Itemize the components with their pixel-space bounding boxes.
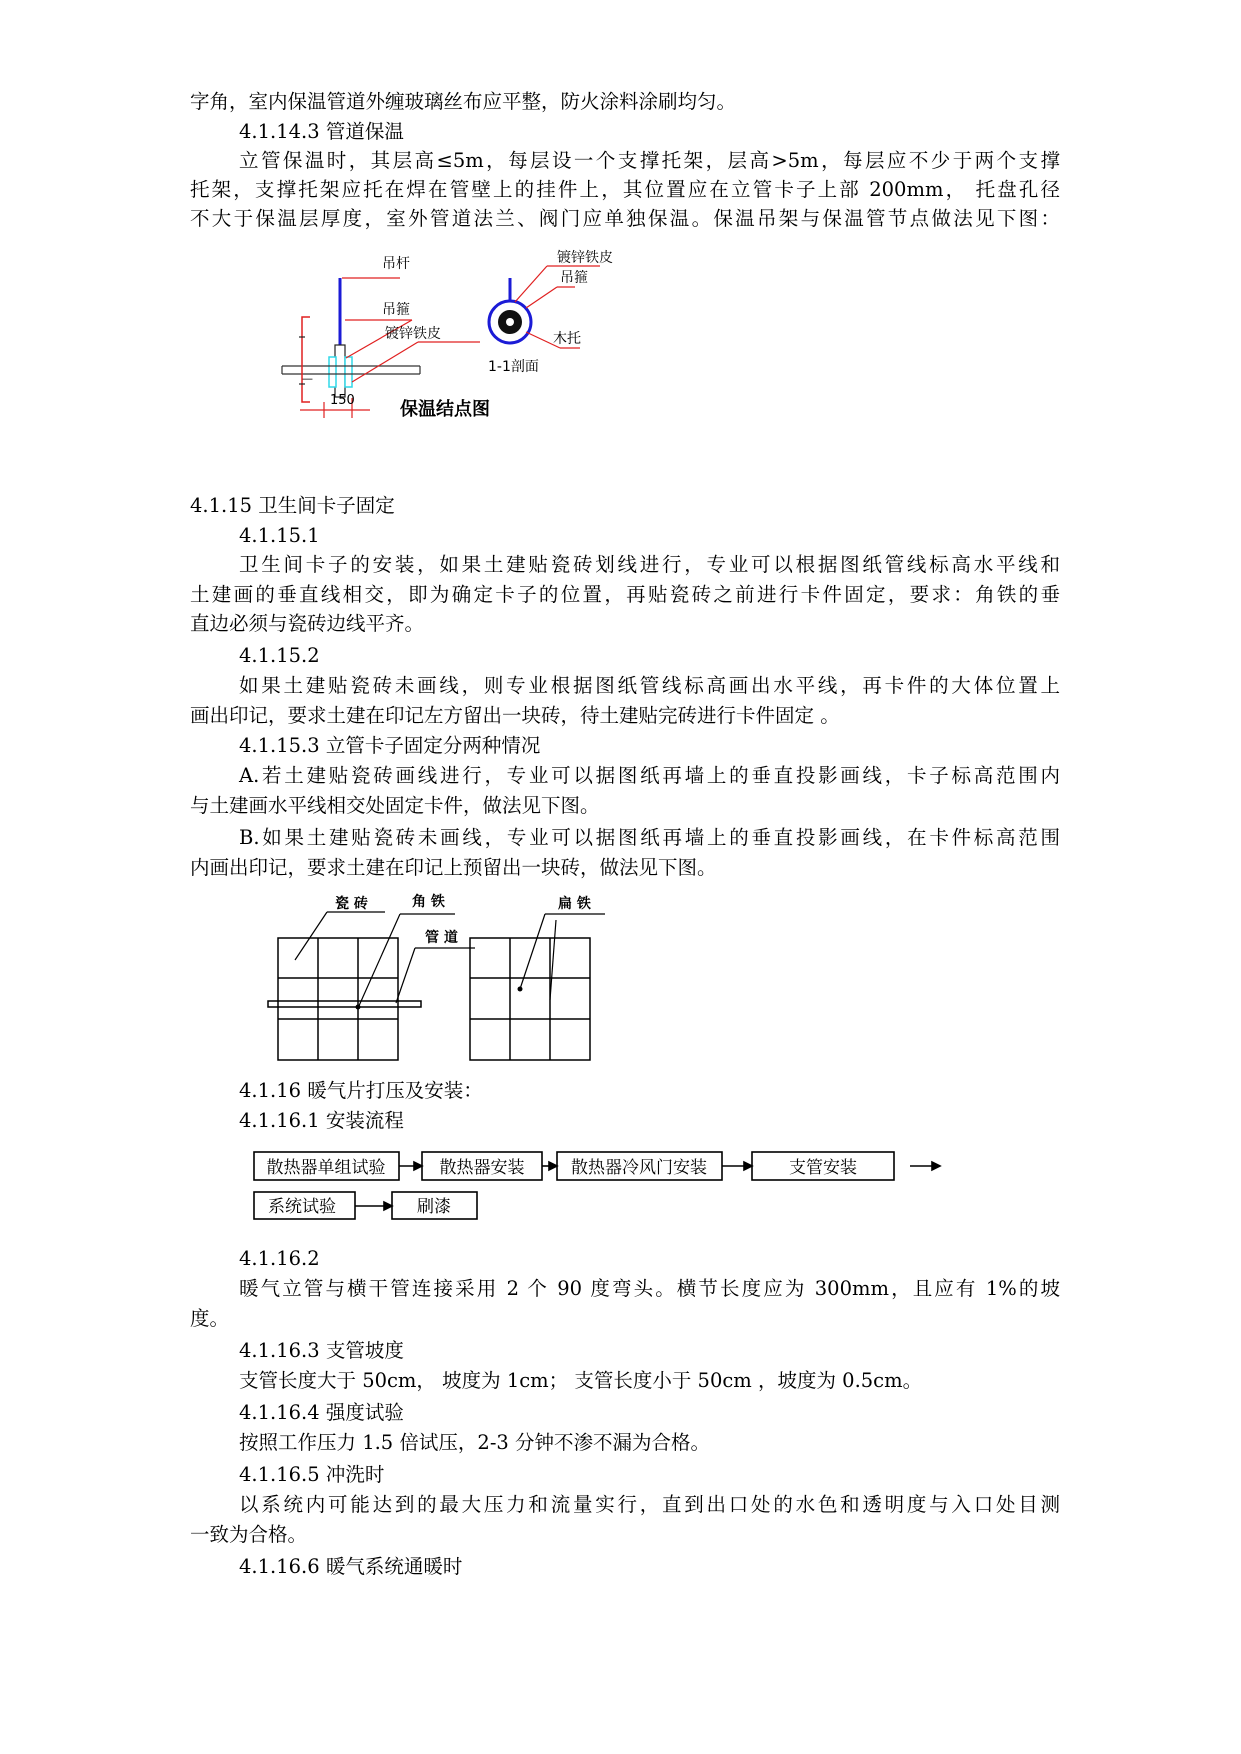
label-angle: 角 铁 bbox=[412, 894, 445, 910]
section-heading: 4.1.16.1 安装流程 bbox=[239, 1109, 404, 1132]
flow-step-label: 刷漆 bbox=[417, 1197, 451, 1217]
section-heading: 4.1.15 卫生间卡子固定 bbox=[190, 494, 395, 517]
insulation-node-figure bbox=[270, 250, 630, 480]
paragraph-line: 画出印记，要求土建在印记左方留出一块砖，待土建贴完砖进行卡件固定 。 bbox=[190, 704, 840, 727]
label-rod: 吊杆 bbox=[382, 256, 410, 272]
paragraph-line: 暖气立管与横干管连接采用 2 个 90 度弯头。横节长度应为 300mm，且应有 1%的坡 bbox=[239, 1277, 1060, 1300]
label-tile: 瓷 砖 bbox=[335, 896, 368, 912]
label-flat: 扁 铁 bbox=[558, 896, 591, 912]
paragraph-line: 字角，室内保温管道外缠玻璃丝布应平整，防火涂料涂刷均匀。 bbox=[190, 90, 737, 113]
paragraph-line: 土建画的垂直线相交，即为确定卡子的位置，再贴瓷砖之前进行卡件固定，要求：角铁的垂 bbox=[190, 583, 1060, 606]
flow-step-label: 系统试验 bbox=[268, 1197, 336, 1217]
paragraph-line: B.如果土建贴瓷砖未画线，专业可以据图纸再墙上的垂直投影画线，在卡件标高范围 bbox=[239, 826, 1060, 849]
section-heading: 4.1.15.3 立管卡子固定分两种情况 bbox=[239, 734, 541, 757]
label-wood: 木托 bbox=[553, 331, 581, 347]
flow-step-label: 散热器冷风门安装 bbox=[571, 1158, 707, 1178]
label-hanger-section: 吊箍 bbox=[560, 270, 588, 286]
paragraph-line: 直边必须与瓷砖边线平齐。 bbox=[190, 612, 425, 635]
section-heading: 4.1.16 暖气片打压及安装： bbox=[239, 1079, 483, 1102]
label-sheet-section: 镀锌铁皮 bbox=[557, 250, 613, 266]
paragraph-line: 一致为合格。 bbox=[190, 1523, 308, 1546]
paragraph-line: 支管长度大于 50cm， 坡度为 1cm； 支管长度小于 50cm ，坡度为 0.5cm。 bbox=[239, 1369, 923, 1392]
paragraph-line: 立管保温时，其层高≤5m，每层设一个支撑托架，层高>5m，每层应不少于两个支撑 bbox=[239, 149, 1060, 172]
paragraph-line: 以系统内可能达到的最大压力和流量实行，直到出口处的水色和透明度与入口处目测 bbox=[239, 1493, 1060, 1516]
pipe-clamp-figure bbox=[260, 894, 630, 1065]
section-heading: 4.1.16.5 冲洗时 bbox=[239, 1463, 385, 1486]
section-heading: 4.1.15.2 bbox=[239, 644, 320, 667]
section-heading: 4.1.14.3 管道保温 bbox=[239, 120, 404, 143]
flow-step-label: 支管安装 bbox=[789, 1158, 857, 1178]
label-dim: 150 bbox=[330, 393, 355, 408]
flow-step-label: 散热器单组试验 bbox=[266, 1158, 386, 1178]
section-heading: 4.1.15.1 bbox=[239, 524, 320, 547]
flow-step-label: 散热器安装 bbox=[439, 1158, 525, 1178]
label-section: 1-1剖面 bbox=[488, 359, 539, 375]
label-sheet: 镀锌铁皮 bbox=[385, 326, 441, 342]
paragraph-line: 内画出印记，要求土建在印记上预留出一块砖，做法见下图。 bbox=[190, 856, 717, 879]
paragraph-line: A.若土建贴瓷砖画线进行，专业可以据图纸再墙上的垂直投影画线，卡子标高范围内 bbox=[239, 764, 1060, 787]
section-heading: 4.1.16.3 支管坡度 bbox=[239, 1339, 404, 1362]
section-heading: 4.1.16.4 强度试验 bbox=[239, 1401, 404, 1424]
section-heading: 4.1.16.6 暖气系统通暖时 bbox=[239, 1555, 463, 1578]
paragraph-line: 托架，支撑托架应托在焊在管壁上的挂件上，其位置应在立管卡子上部 200mm， 托盘孔径 bbox=[190, 178, 1060, 201]
paragraph-line: 如果土建贴瓷砖未画线，则专业根据图纸管线标高画出水平线，再卡件的大体位置上 bbox=[239, 674, 1060, 697]
svg-text:—: — bbox=[302, 372, 313, 385]
paragraph-line: 卫生间卡子的安装，如果土建贴瓷砖划线进行，专业可以根据图纸管线标高水平线和 bbox=[239, 553, 1060, 576]
figure-caption: 保温结点图 bbox=[400, 399, 490, 420]
paragraph-line: 度。 bbox=[190, 1307, 230, 1330]
paragraph-line: 与土建画水平线相交处固定卡件，做法见下图。 bbox=[190, 794, 600, 817]
install-flow-chart bbox=[250, 1148, 950, 1238]
section-heading: 4.1.16.2 bbox=[239, 1247, 320, 1270]
label-pipe: 管 道 bbox=[425, 930, 458, 946]
paragraph-line: 不大于保温层厚度，室外管道法兰、阀门应单独保温。保温吊架与保温管节点做法见下图： bbox=[190, 207, 1060, 230]
label-hanger: 吊箍 bbox=[382, 302, 410, 318]
paragraph-line: 按照工作压力 1.5 倍试压，2-3 分钟不渗不漏为合格。 bbox=[239, 1431, 711, 1454]
